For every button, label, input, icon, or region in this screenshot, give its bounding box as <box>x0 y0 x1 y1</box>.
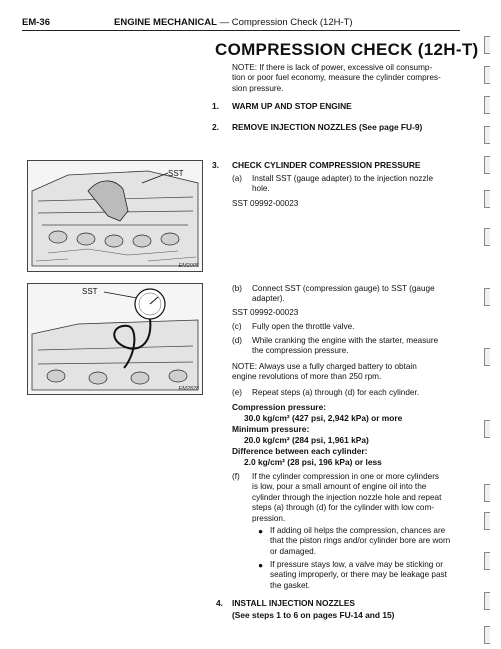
bullet-line: the gasket. <box>270 580 311 590</box>
sst-label: SST <box>168 169 184 178</box>
step-2-number: 2. <box>212 122 219 132</box>
sub-a-sst: SST 09992-00023 <box>232 199 299 208</box>
edge-tab <box>484 36 490 54</box>
bullet-line: or damaged. <box>270 546 316 556</box>
minimum-pressure-value: 20.0 kg/cm² (284 psi, 1,961 kPa) <box>244 435 369 445</box>
sub-b-line: adapter). <box>252 294 285 304</box>
bullet-line: If pressure stays low, a valve may be sticking or <box>270 560 443 569</box>
sub-b-sst: SST 09992-00023 <box>232 308 299 317</box>
bullet-pressure-low <box>270 560 470 591</box>
step-1-title: WARM UP AND STOP ENGINE <box>232 101 352 111</box>
sub-d-label: (d) <box>232 336 243 345</box>
step-1-number: 1. <box>212 101 219 111</box>
bullet-line: that the piston rings and/or cylinder bore are worn <box>270 536 451 546</box>
sub-d-line: While cranking the engine with the starter, measure <box>252 336 439 345</box>
bullet-icon: ● <box>258 526 264 536</box>
note-line: NOTE: If there is lack of power, excessive oil consump- <box>232 63 433 72</box>
sub-d-line: the compression pressure. <box>252 346 349 356</box>
sub-c-label: (c) <box>232 322 242 331</box>
sub-c-text: Fully open the throttle valve. <box>252 322 355 331</box>
edge-tab <box>484 228 490 246</box>
step-4-number: 4. <box>216 598 223 608</box>
step-4-title: INSTALL INJECTION NOZZLES <box>232 598 355 608</box>
step-3-title: CHECK CYLINDER COMPRESSION PRESSURE <box>232 160 421 170</box>
edge-tab <box>484 288 490 306</box>
note-lack-of-power <box>232 63 468 94</box>
edge-tab <box>484 484 490 502</box>
note-line: sion pressure. <box>232 83 284 93</box>
sub-a-line: Install SST (gauge adapter) to the injection nozzle <box>252 174 433 183</box>
note-line: tion or poor fuel economy, measure the cylinder compres- <box>232 73 441 83</box>
sub-e-label: (e) <box>232 388 243 397</box>
page-number: EM-36 <box>22 17 50 28</box>
section-name: ENGINE MECHANICAL <box>114 17 217 28</box>
sub-f-line: pression. <box>252 513 286 523</box>
edge-tab <box>484 156 490 174</box>
sub-b-label: (b) <box>232 284 243 293</box>
edge-tab <box>484 126 490 144</box>
sub-f-line: is low, pour a small amount of engine oil into the <box>252 482 427 492</box>
edge-tab <box>484 66 490 84</box>
difference-value: 2.0 kg/cm² (28 psi, 196 kPa) or less <box>244 457 382 467</box>
section-title <box>114 17 353 28</box>
figure-compression-gauge <box>27 283 203 395</box>
page-title: COMPRESSION CHECK (12H-T) <box>215 40 479 59</box>
bullet-line: If adding oil helps the compression, chances are <box>270 526 446 535</box>
bullet-oil-helps <box>270 526 470 557</box>
figure-code: EM2005 <box>178 263 199 269</box>
sub-f-line: steps (a) through (d) for the cylinder with low com- <box>252 503 435 513</box>
edge-tab <box>484 626 490 644</box>
note-line: NOTE: Always use a fully charged battery to obtain <box>232 362 417 371</box>
sub-f-label: (f) <box>232 472 240 481</box>
sub-f-text <box>252 472 472 524</box>
note-battery <box>232 362 472 383</box>
sub-a-label: (a) <box>232 174 243 183</box>
edge-tab <box>484 96 490 114</box>
note-line: engine revolutions of more than 250 rpm. <box>232 372 382 382</box>
edge-tab <box>484 190 490 208</box>
step-3-number: 3. <box>212 160 219 170</box>
difference-label: Difference between each cylinder: <box>232 446 368 456</box>
sub-b-line: Connect SST (compression gauge) to SST (gauge <box>252 284 435 293</box>
sub-f-line: If the cylinder compression in one or more cylinders <box>252 472 440 481</box>
sub-e-text: Repeat steps (a) through (d) for each cylinder. <box>252 388 420 397</box>
page-edge-tabs <box>480 0 501 649</box>
minimum-pressure-label: Minimum pressure: <box>232 424 310 434</box>
compression-pressure-value: 30.0 kg/cm² (427 psi, 2,942 kPa) or more <box>244 413 403 423</box>
subsection-name: — Compression Check (12H-T) <box>219 17 353 28</box>
figure-gauge-adapter <box>27 160 203 272</box>
gauge-illustration <box>28 284 202 394</box>
figure-code: EM2828 <box>178 386 199 392</box>
bullet-line: seating improperly, or there may be leakage past <box>270 570 447 580</box>
sub-a-text <box>252 174 470 195</box>
sub-d-text <box>252 336 470 357</box>
edge-tab <box>484 420 490 438</box>
compression-pressure-label: Compression pressure: <box>232 402 327 412</box>
step-4-reference: (See steps 1 to 6 on pages FU-14 and 15) <box>232 610 395 620</box>
edge-tab <box>484 512 490 530</box>
edge-tab <box>484 552 490 570</box>
edge-tab <box>484 592 490 610</box>
sub-f-line: cylinder through the injection nozzle hole and repeat <box>252 492 442 502</box>
header-rule <box>22 30 460 31</box>
sst-label: SST <box>82 287 98 296</box>
sub-b-text <box>252 284 470 305</box>
edge-tab <box>484 348 490 366</box>
sub-a-line: hole. <box>252 184 270 194</box>
bullet-icon: ● <box>258 560 264 570</box>
step-2-title: REMOVE INJECTION NOZZLES (See page FU-9) <box>232 122 423 132</box>
